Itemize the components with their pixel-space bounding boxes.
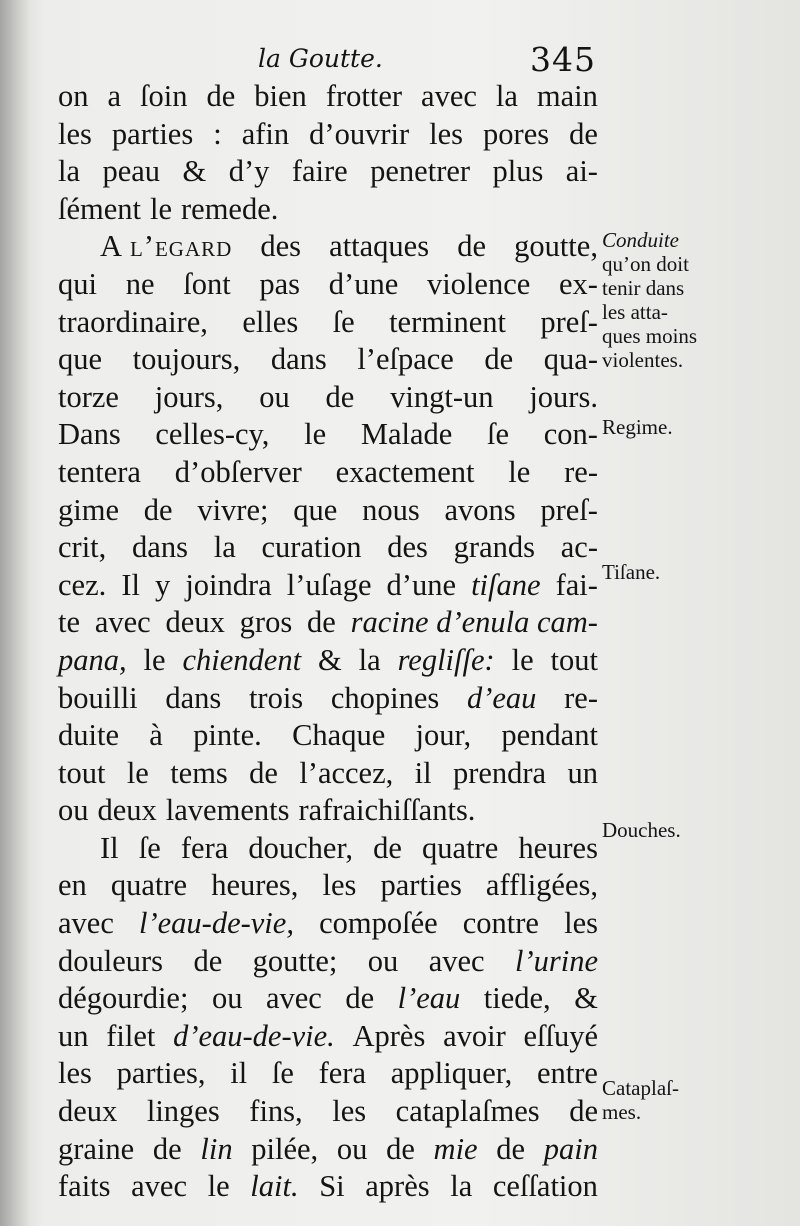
word: tems <box>170 755 228 790</box>
word: lait. <box>250 1169 299 1204</box>
word: filet <box>106 1018 156 1053</box>
word: goutte, <box>514 229 598 264</box>
word: heures, <box>211 868 299 903</box>
word: fai- <box>555 567 598 602</box>
word: Dans <box>58 417 121 452</box>
word: avec <box>131 1169 188 1204</box>
word: rafraichiſſants. <box>298 793 476 828</box>
word: fins, <box>249 1094 303 1129</box>
word: re- <box>564 680 598 715</box>
word: avec <box>58 906 114 941</box>
text-line <box>58 642 598 680</box>
word: vivre; <box>197 492 269 527</box>
margin-note-line: Conduite <box>602 228 679 252</box>
word: y <box>155 567 171 602</box>
word: jours. <box>529 379 598 414</box>
word: de <box>386 1131 415 1166</box>
word: doucher, <box>248 830 354 865</box>
word: pores <box>483 116 550 151</box>
word: l’accez, <box>299 755 394 790</box>
word: trois <box>248 680 304 715</box>
word: Il <box>100 830 119 865</box>
word: que <box>58 342 103 377</box>
text-line <box>58 78 598 116</box>
word: le <box>150 191 173 226</box>
word: tiede, <box>483 981 551 1016</box>
word: vingt-un <box>390 379 494 414</box>
word: curation <box>261 530 362 565</box>
word: la <box>495 79 518 113</box>
word: Malade <box>360 417 453 452</box>
text-line <box>58 792 598 830</box>
word: avec <box>428 943 485 978</box>
word: bouilli <box>58 680 138 715</box>
word: d’eau <box>466 680 537 715</box>
word: ceſſation <box>492 1169 598 1204</box>
word: de <box>143 492 173 527</box>
word: traordinaire, <box>58 304 208 339</box>
text-line <box>58 943 598 981</box>
word: avoir <box>443 1018 506 1053</box>
word: Après <box>352 1018 426 1053</box>
word: remede. <box>181 191 279 226</box>
word: torze <box>58 379 119 414</box>
word: l’eau <box>397 981 461 1016</box>
word: ſoin <box>140 79 188 113</box>
word: des <box>260 229 302 264</box>
word: nous <box>362 492 420 527</box>
word: de <box>193 943 223 978</box>
word: tout <box>550 642 598 677</box>
word: tiſane <box>471 567 541 602</box>
word: de <box>345 981 375 1016</box>
word: ou <box>211 981 243 1016</box>
word: bien <box>254 79 307 113</box>
word: : <box>213 116 222 151</box>
word: pas <box>259 266 301 301</box>
word: elles <box>242 304 299 339</box>
word: la <box>58 154 81 189</box>
word: de <box>569 1094 598 1129</box>
word: d’ouvrir <box>309 116 410 151</box>
word: & <box>182 154 207 189</box>
word: chopines <box>330 680 440 715</box>
word: ac- <box>560 530 598 565</box>
word: les <box>322 868 357 903</box>
word: ex- <box>558 266 598 301</box>
word: il <box>230 1056 248 1091</box>
word: en <box>58 868 87 903</box>
word: exactement <box>335 454 475 489</box>
word: le <box>304 417 327 452</box>
word: de <box>496 1131 526 1166</box>
margin-note-line: Cataplaſ- <box>602 1076 679 1100</box>
text-line <box>58 680 598 718</box>
word: d’une <box>328 266 399 301</box>
word: gros <box>239 605 293 640</box>
word: le <box>207 1169 230 1204</box>
word: eſſuyé <box>523 1018 598 1053</box>
word: toujours, <box>132 342 241 377</box>
word: pilée, <box>251 1131 319 1166</box>
text-line <box>58 1093 598 1131</box>
word: pinte. <box>193 718 262 753</box>
word: de <box>457 229 486 264</box>
word: parties <box>111 116 194 151</box>
word: preſ- <box>540 492 598 527</box>
word: faits <box>58 1169 111 1204</box>
margin-note <box>602 818 681 842</box>
word: deux <box>97 793 157 828</box>
word: un <box>58 1018 89 1053</box>
word: l’uſage <box>286 567 372 602</box>
word: tout <box>58 755 106 790</box>
word: cez. <box>58 567 107 602</box>
word: jour, <box>415 718 472 753</box>
word: frotter <box>325 79 403 113</box>
margin-note-line: ques moins <box>602 324 698 348</box>
word: & <box>317 642 342 677</box>
word: d’obſerver <box>174 454 302 489</box>
word: d’y <box>228 154 270 189</box>
text-line <box>58 1055 598 1093</box>
word: le <box>508 454 531 489</box>
word: parties, <box>116 1056 206 1091</box>
word: avons <box>444 492 516 527</box>
word: grands <box>453 530 535 565</box>
word: tentera <box>58 454 141 489</box>
word: l’eau-de-vie, <box>139 906 294 941</box>
text-line <box>58 304 598 342</box>
word: graine <box>58 1131 135 1166</box>
word: des <box>387 530 428 565</box>
margin-note <box>602 1076 679 1124</box>
text-line <box>58 755 598 793</box>
word: & <box>574 981 598 1016</box>
word: le <box>143 642 166 677</box>
word: linges <box>146 1094 220 1129</box>
text-line <box>58 867 598 905</box>
word: ou <box>367 943 399 978</box>
word: qua- <box>543 342 598 377</box>
text-line <box>58 379 598 417</box>
margin-note-line: tenir dans <box>602 276 685 300</box>
word: les <box>564 906 598 941</box>
margin-note-line: les atta- <box>602 300 668 324</box>
word: ſont <box>183 266 231 301</box>
word: prendra <box>452 755 547 790</box>
word: goutte; <box>252 943 338 978</box>
main-text-block <box>58 78 598 1206</box>
word: A l’egard <box>100 229 233 264</box>
word: de <box>569 116 598 151</box>
word: ou <box>336 1131 368 1166</box>
text-line <box>58 416 598 454</box>
word: entre <box>537 1056 598 1091</box>
text-line <box>58 1018 598 1056</box>
word: qui <box>58 266 97 301</box>
word: avec <box>265 981 322 1016</box>
word: preſ- <box>540 304 598 339</box>
word: avec <box>94 605 151 640</box>
word: fera <box>180 830 229 865</box>
word: parties <box>380 868 462 903</box>
word: affligées, <box>485 868 598 903</box>
word: ſément <box>58 191 141 226</box>
text-line <box>58 830 598 868</box>
gutter-shadow <box>0 0 30 1226</box>
word: l’urine <box>514 943 598 978</box>
word: gime <box>58 492 119 527</box>
word: compoſée <box>319 906 438 941</box>
word: lin <box>200 1131 233 1166</box>
word: duite <box>58 718 119 753</box>
word: ſe <box>487 417 510 452</box>
word: joindra <box>185 567 272 602</box>
word: ou <box>58 793 89 828</box>
word: main <box>536 79 598 113</box>
word: la <box>450 1169 473 1204</box>
text-line <box>58 1168 598 1206</box>
margin-note-line: Tiſane. <box>602 560 661 584</box>
word: pain <box>543 1131 598 1166</box>
word: de <box>373 830 402 865</box>
word: de <box>152 1131 182 1166</box>
word: regliſſe: <box>397 642 495 677</box>
word: chiendent <box>182 642 302 677</box>
word: à <box>149 718 163 753</box>
word: les <box>58 1056 92 1091</box>
word: dans <box>165 680 222 715</box>
word: heures <box>518 830 598 865</box>
word: penetrer <box>370 154 471 189</box>
word: contre <box>462 906 539 941</box>
running-title: la Goutte. <box>258 44 383 73</box>
word: violence <box>426 266 531 301</box>
word: de <box>206 79 236 113</box>
margin-note-line: qu’on doit <box>602 252 689 276</box>
word: les <box>332 1094 367 1129</box>
word: racine d’enula cam- <box>350 605 598 640</box>
word: ſe <box>271 1056 294 1091</box>
word: cataplaſmes <box>395 1094 540 1129</box>
text-line <box>58 341 598 379</box>
word: Il <box>121 567 140 602</box>
word: jours, <box>154 379 224 414</box>
word: afin <box>241 116 290 151</box>
word: deux <box>165 605 225 640</box>
word: Si <box>319 1169 345 1204</box>
margin-note <box>602 560 660 584</box>
word: appliquer, <box>390 1056 513 1091</box>
word: un <box>567 755 598 790</box>
word: les <box>58 116 92 151</box>
word: quatre <box>422 830 499 865</box>
word: d’eau-de-vie. <box>173 1018 335 1053</box>
word: quatre <box>110 868 188 903</box>
word: les <box>429 116 464 151</box>
word: que <box>293 492 338 527</box>
word: le <box>511 642 534 677</box>
word: re- <box>564 454 598 489</box>
word: après <box>365 1169 430 1204</box>
word: la <box>213 530 236 565</box>
word: deux <box>58 1094 118 1129</box>
word: attaques <box>329 229 430 264</box>
word: de <box>307 605 336 640</box>
word: dans <box>132 530 188 565</box>
text-line <box>58 604 598 642</box>
margin-note-line: Regime. <box>602 415 673 439</box>
page-number: 345 <box>530 40 596 79</box>
margin-note-line: Douches. <box>602 818 681 842</box>
text-line <box>58 717 598 755</box>
word: te <box>58 605 81 640</box>
word: mie <box>433 1131 478 1166</box>
word: de <box>484 342 514 377</box>
text-line <box>58 1131 598 1169</box>
word: le <box>126 755 149 790</box>
margin-note-line: violentes. <box>602 348 684 372</box>
word: ai- <box>565 154 598 189</box>
text-line <box>58 266 598 304</box>
margin-note <box>602 415 673 439</box>
text-line <box>58 228 598 266</box>
text-line <box>58 153 598 191</box>
word: dégourdie; <box>58 981 189 1016</box>
word: il <box>414 755 432 790</box>
word: d’une <box>386 567 456 602</box>
word: celles-cy, <box>155 417 270 452</box>
word: de <box>249 755 278 790</box>
word: faire <box>291 154 348 189</box>
word: dans <box>270 342 327 377</box>
text-line <box>58 980 598 1018</box>
word: ſe <box>332 304 355 339</box>
text-line <box>58 191 598 229</box>
word: ou <box>259 379 290 414</box>
text-line <box>58 454 598 492</box>
word: plus <box>492 154 544 189</box>
text-line <box>58 529 598 567</box>
word: crit, <box>58 530 107 565</box>
word: avec <box>421 79 477 113</box>
word: on <box>58 79 89 113</box>
word: terminent <box>389 304 506 339</box>
text-line <box>58 905 598 943</box>
word: a <box>107 79 122 113</box>
text-line <box>58 567 598 605</box>
word: con- <box>543 417 598 452</box>
margin-note-line: mes. <box>602 1100 642 1124</box>
word: ſe <box>138 830 161 865</box>
word: fera <box>318 1056 366 1091</box>
margin-note <box>602 228 697 372</box>
word: la <box>358 642 381 677</box>
word: lavements <box>165 793 290 828</box>
word: pendant <box>501 718 598 753</box>
text-line <box>58 116 598 154</box>
word: Chaque <box>292 718 386 753</box>
word: ne <box>125 266 155 301</box>
word: pana, <box>58 642 127 677</box>
word: l’eſpace <box>357 342 454 377</box>
word: de <box>325 379 355 414</box>
word: peau <box>102 154 161 189</box>
word: douleurs <box>58 943 164 978</box>
text-line <box>58 492 598 530</box>
